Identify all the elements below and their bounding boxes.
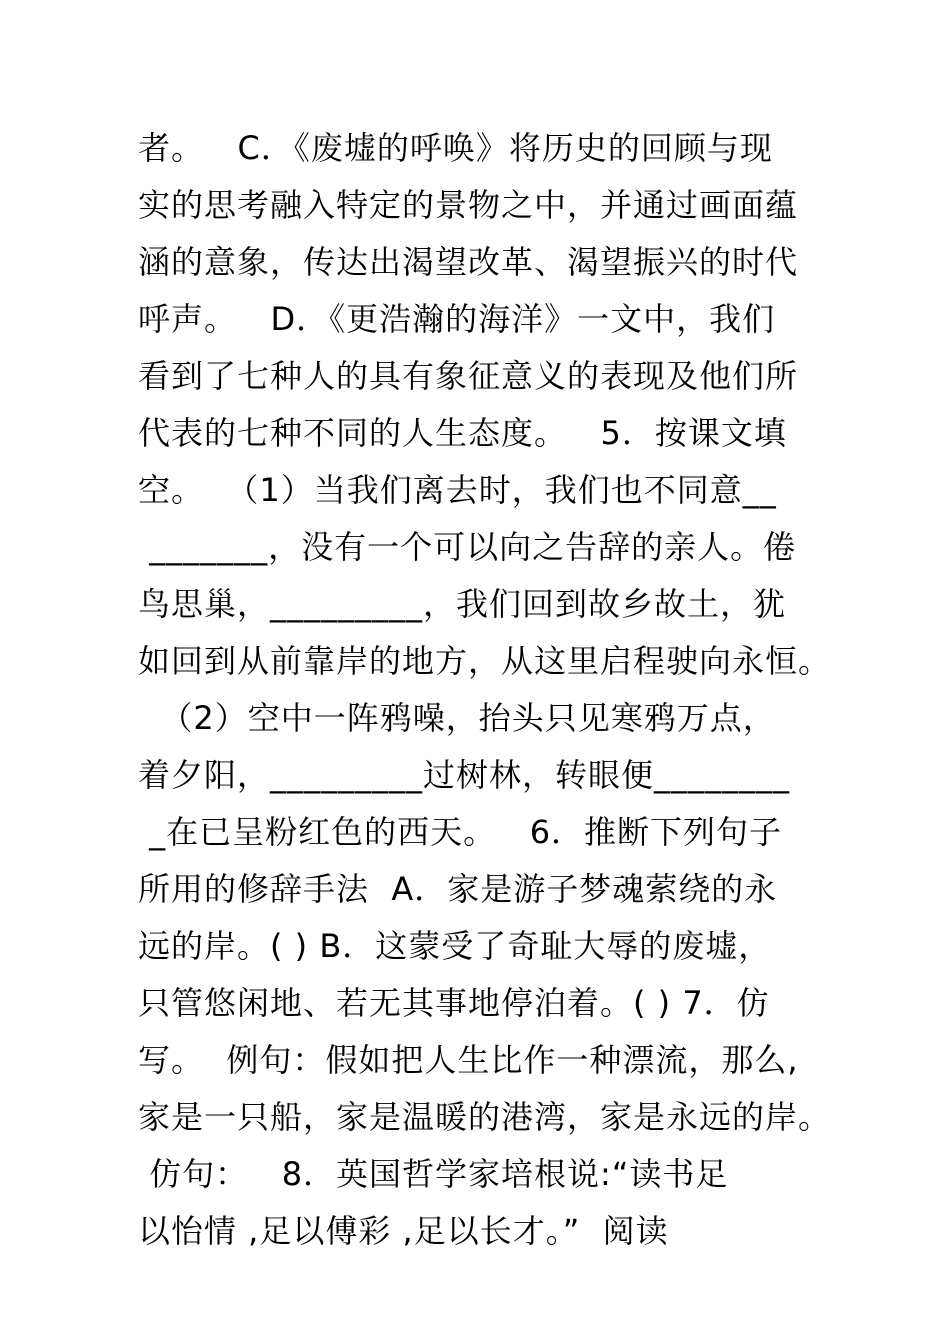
text-line: 着夕阳，_________过树林，转眼便________	[138, 756, 791, 794]
text-line: 如回到从前靠岸的地方，从这里启程驶向永恒。	[138, 642, 832, 680]
text-line: 以怡情 ,足以傅彩 ,足以长才。” 阅读	[138, 1212, 669, 1250]
text-line: 者。 C．《废墟的呼唤》将历史的回顾与现	[138, 129, 773, 167]
text-line: 空。 （1）当我们离去时，我们也不同意__	[138, 471, 777, 509]
text-line: 仿句： 8．英国哲学家培根说:“读书足	[138, 1155, 729, 1193]
text-line: 看到了七种人的具有象征意义的表现及他们所	[138, 357, 799, 395]
text-line: 代表的七种不同的人生态度。 5．按课文填	[138, 414, 787, 452]
text-line: 远的岸。( ) B．这蒙受了奇耻大辱的废墟，	[138, 927, 772, 965]
text-line: _______，没有一个可以向之告辞的亲人。倦	[138, 528, 797, 566]
text-line: 实的思考融入特定的景物之中，并通过画面蕴	[138, 186, 799, 224]
text-line: 涵的意象，传达出渴望改革、渴望振兴的时代	[138, 243, 799, 281]
text-line: 只管悠闲地、若无其事地停泊着。( ) 7．仿	[138, 984, 770, 1022]
text-line: 写。 例句：假如把人生比作一种漂流，那么,	[138, 1041, 799, 1079]
text-line: _在已呈粉红色的西天。 6．推断下列句子	[138, 813, 783, 851]
body-text	[138, 120, 838, 1260]
text-line: 所用的修辞手法 A．家是游子梦魂萦绕的永	[138, 870, 778, 908]
text-line: 家是一只船，家是温暖的港湾，家是永远的岸。	[138, 1098, 832, 1136]
text-line: 呼声。 D．《更浩瀚的海洋》一文中，我们	[138, 300, 776, 338]
text-line: （2）空中一阵鸦噪，抬头只见寒鸦万点，	[138, 699, 776, 737]
text-line: 鸟思巢，_________，我们回到故乡故土，犹	[138, 585, 787, 623]
